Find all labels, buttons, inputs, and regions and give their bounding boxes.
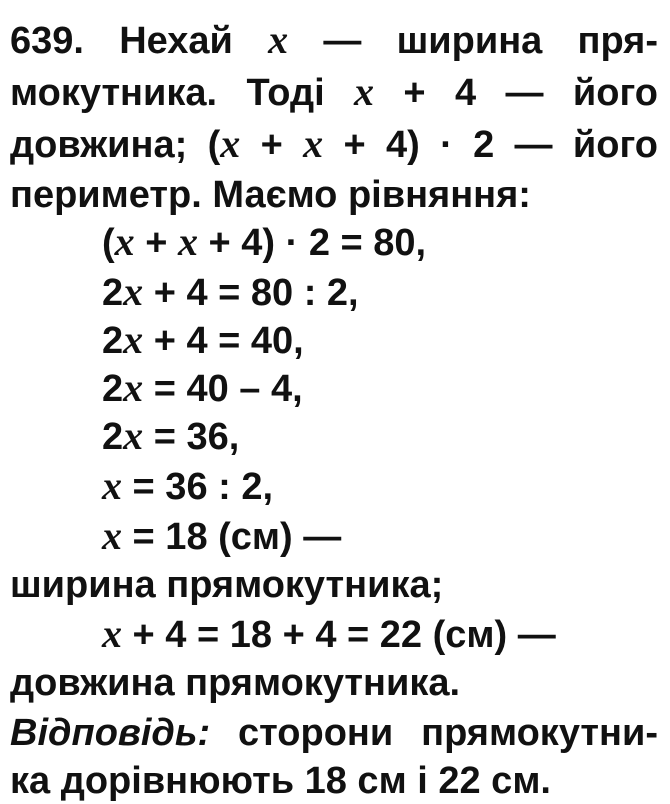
problem-line-4: периметр. Маємо рівняння:	[10, 174, 531, 216]
equation-5: 2x = 36,	[102, 413, 240, 458]
problem-line-1	[10, 17, 659, 62]
problem-text-1: Нехай x — ширина пря-	[119, 17, 659, 62]
length-equation: x + 4 = 18 + 4 = 22 (см) —	[102, 611, 556, 656]
equation-4: 2x = 40 – 4,	[102, 365, 303, 410]
width-label: ширина прямокутника;	[10, 564, 444, 606]
problem-number: 639.	[10, 20, 84, 62]
equation-7: x = 18 (см) —	[102, 513, 342, 558]
answer-line-1	[10, 714, 658, 752]
problem-line-3: довжина; (x + x + 4) · 2 — його	[10, 121, 658, 166]
answer-label: Відповідь:	[10, 712, 211, 754]
equation-2: 2x + 4 = 80 : 2,	[102, 269, 359, 314]
answer-text-1: сторони прямокутни-	[238, 712, 658, 754]
equation-3: 2x + 4 = 40,	[102, 317, 304, 362]
equation-1: (x + x + 4) · 2 = 80,	[102, 219, 427, 264]
length-label: довжина прямокутника.	[10, 662, 461, 704]
answer-line-2: ка дорівнюють 18 см і 22 см.	[10, 760, 551, 802]
problem-line-2: мокутника. Тоді x + 4 — його	[10, 69, 658, 114]
equation-6: x = 36 : 2,	[102, 463, 274, 508]
